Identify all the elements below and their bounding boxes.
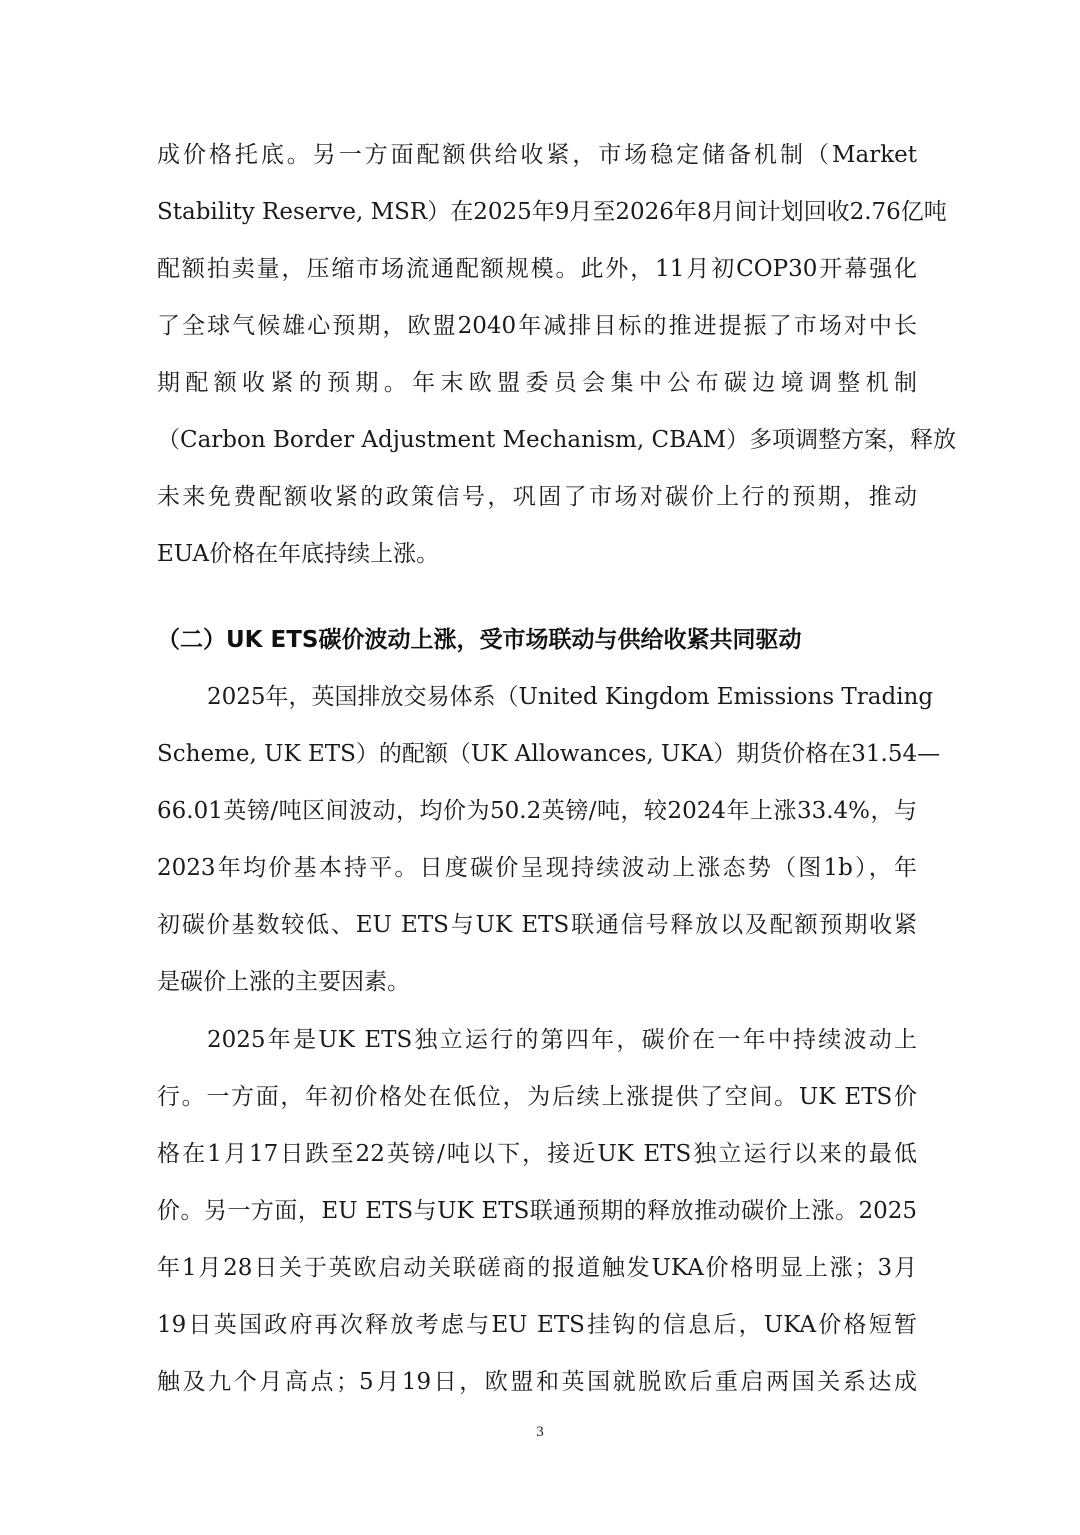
text-line: 价。另一方面，EU ETS与UK ETS联通预期的释放推动碳价上涨。2025 [157, 1198, 917, 1224]
page-number: 3 [536, 1424, 544, 1440]
text-line: 成价格托底。另一方面配额供给收紧，市场稳定储备机制（Market [157, 142, 917, 168]
text-line: （Carbon Border Adjustment Mechanism, CBAM）多项调整方案，释放 [157, 427, 957, 453]
text-line: 格在1月17日跌至22英镑/吨以下，接近UK ETS独立运行以来的最低 [157, 1141, 917, 1167]
text-line: 初碳价基数较低、EU ETS与UK ETS联通信号释放以及配额预期收紧 [157, 912, 917, 938]
text-line: 66.01英镑/吨区间波动，均价为50.2英镑/吨，较2024年上涨33.4%，与 [157, 798, 917, 824]
text-line: EUA价格在年底持续上涨。 [157, 541, 440, 567]
text-line: 2025年，英国排放交易体系（United Kingdom Emissions Trading [207, 684, 934, 710]
text-line: 年1月28日关于英欧启动关联磋商的报道触发UKA价格明显上涨；3月 [157, 1255, 917, 1281]
text-line: 配额拍卖量，压缩市场流通配额规模。此外，11月初COP30开幕强化 [157, 256, 917, 282]
text-line: Scheme, UK ETS）的配额（UK Allowances, UKA）期货价格在31.54— [157, 741, 941, 767]
text-line: 未来免费配额收紧的政策信号，巩固了市场对碳价上行的预期，推动 [157, 484, 917, 510]
text-line: 是碳价上涨的主要因素。 [157, 969, 410, 995]
text-line: 触及九个月高点；5月19日，欧盟和英国就脱欧后重启两国关系达成 [157, 1369, 917, 1395]
text-line: 2023年均价基本持平。日度碳价呈现持续波动上涨态势（图1b），年 [157, 855, 917, 881]
text-line: 期配额收紧的预期。年末欧盟委员会集中公布碳边境调整机制 [157, 370, 917, 396]
text-line: 了全球气候雄心预期，欧盟2040年减排目标的推进提振了市场对中长 [157, 313, 917, 339]
text-line: 2025年是UK ETS独立运行的第四年，碳价在一年中持续波动上 [207, 1027, 917, 1053]
section-heading: （二）UK ETS碳价波动上涨，受市场联动与供给收紧共同驱动 [157, 627, 802, 653]
text-line: 19日英国政府再次释放考虑与EU ETS挂钩的信息后，UKA价格短暂 [157, 1312, 917, 1338]
text-line: Stability Reserve, MSR）在2025年9月至2026年8月间计划回收2.76亿吨 [157, 199, 947, 225]
text-line: 行。一方面，年初价格处在低位，为后续上涨提供了空间。UK ETS价 [157, 1084, 917, 1110]
